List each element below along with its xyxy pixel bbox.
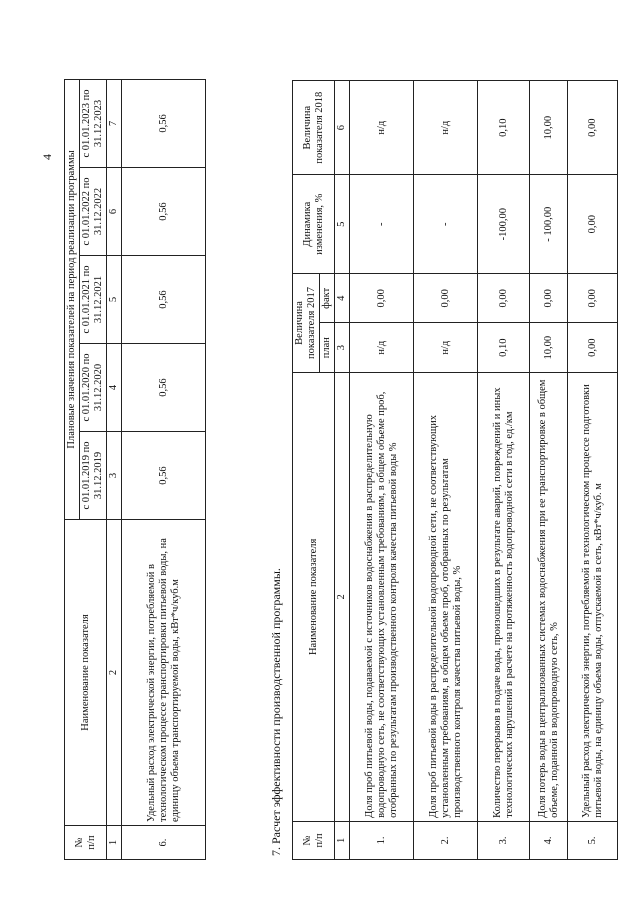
t1-row-value: 0,56 <box>122 168 206 256</box>
t1-period-header: с 01.01.2020 по 31.12.2020 <box>80 344 107 432</box>
t2-row-dynamics: - <box>414 175 478 274</box>
rotated-content <box>64 60 604 860</box>
t2-index-cell: 4 <box>335 274 350 323</box>
t2-row-num: 1. <box>350 821 414 859</box>
t1-plan-header: Плановые значения показателей на период реализации программы <box>65 79 80 519</box>
t1-row-num: 6. <box>122 826 206 860</box>
t2-row-value2018: 0,00 <box>568 81 618 175</box>
t2-row-num: 3. <box>478 821 530 859</box>
t2-row-name: Удельный расход электрической энергии, потребляемой в технологическом процессе подготовки питьевой воды, на единицу объема воды, отпускаемой в сеть, кВт*ч/куб. м <box>568 372 618 821</box>
t1-index-cell: 6 <box>107 168 122 256</box>
t1-index-cell: 2 <box>107 520 122 826</box>
t2-num-header: № п/п <box>293 821 335 859</box>
t2-row-name: Количество перерывов в подаче воды, произошедших в результате аварий, повреждений и иных технологических нарушений в расчете на протяженность водопроводной сети в год, ед./км <box>478 372 530 821</box>
t2-index-cell: 1 <box>335 821 350 859</box>
t2-index-cell: 5 <box>335 175 350 274</box>
t1-row-name: Удельный расход электрической энергии, потребляемой в технологическом процессе транспортировки питьевой воды, на единицу объема транспортируемой воды, кВт*ч/куб.м <box>122 520 206 826</box>
t2-row-fact: 0,00 <box>568 274 618 323</box>
t2-row-value2018: 10,00 <box>530 81 568 175</box>
table-row <box>530 81 568 860</box>
t2-row-fact: 0,00 <box>530 274 568 323</box>
page-number: 4 <box>40 154 54 160</box>
t2-dynamics-header: Динамика изменения, % <box>293 175 335 274</box>
t2-fact-header: факт <box>320 274 335 323</box>
t2-row-dynamics: - 100,00 <box>530 175 568 274</box>
t2-row-fact: 0,00 <box>414 274 478 323</box>
t1-row-value: 0,56 <box>122 256 206 344</box>
t2-index-cell: 6 <box>335 81 350 175</box>
t2-row-name: Доля проб питьевой воды в распределительной водопроводной сети, не соответствующих установленным требованиям, в общем объеме проб, отобранных по результатам производственного контроля качества питьевой воды, % <box>414 372 478 821</box>
t2-plan-header: план <box>320 323 335 372</box>
t2-row-dynamics: - <box>350 175 414 274</box>
t2-row-fact: 0,00 <box>478 274 530 323</box>
efficiency-table <box>292 80 618 860</box>
t2-value2017-header: Величина показателя 2017 <box>293 274 320 373</box>
t2-name-header: Наименование показателя <box>293 372 335 821</box>
t2-row-num: 2. <box>414 821 478 859</box>
t1-index-cell: 4 <box>107 344 122 432</box>
t1-period-header: с 01.01.2023 по 31.12.2023 <box>80 79 107 167</box>
t2-row-plan: 10,00 <box>530 323 568 372</box>
t2-row-plan: 0,10 <box>478 323 530 372</box>
t1-period-header: с 01.01.2019 по 31.12.2019 <box>80 432 107 520</box>
t1-row-value: 0,56 <box>122 79 206 167</box>
t1-index-cell: 1 <box>107 826 122 860</box>
t2-row-dynamics: 0,00 <box>568 175 618 274</box>
table-row <box>568 81 618 860</box>
t1-period-header: с 01.01.2022 по 31.12.2022 <box>80 168 107 256</box>
table-row <box>414 81 478 860</box>
t2-row-dynamics: -100,00 <box>478 175 530 274</box>
t1-index-cell: 7 <box>107 79 122 167</box>
t1-row-value: 0,56 <box>122 344 206 432</box>
table-row <box>478 81 530 860</box>
table-row <box>122 79 206 859</box>
section-title: 7. Расчет эффективности производственной программы. <box>269 568 283 856</box>
t2-row-value2018: 0,10 <box>478 81 530 175</box>
t2-row-num: 5. <box>568 821 618 859</box>
t2-row-plan: н/д <box>350 323 414 372</box>
t1-num-header: № п/п <box>65 826 107 860</box>
t2-row-plan: н/д <box>414 323 478 372</box>
t2-row-value2018: н/д <box>350 81 414 175</box>
table-row <box>350 81 414 860</box>
t1-name-header: Наименование показателя <box>65 520 107 826</box>
t1-row-value: 0,56 <box>122 432 206 520</box>
t2-row-name: Доля потерь воды в централизованных системах водоснабжения при ее транспортировке в общем объеме, поданной в водопроводную сеть, % <box>530 372 568 821</box>
t2-row-plan: 0,00 <box>568 323 618 372</box>
t2-row-num: 4. <box>530 821 568 859</box>
t2-row-value2018: н/д <box>414 81 478 175</box>
t2-row-name: Доля проб питьевой воды, подаваемой с источников водоснабжения в распределительную водопроводную сеть, не соответствующих установленным требованиям, в общем объеме проб, отобранных по результатам производственного контроля качества питьевой воды % <box>350 372 414 821</box>
t2-value2018-header: Величина показателя 2018 <box>293 81 335 175</box>
t1-index-cell: 5 <box>107 256 122 344</box>
t1-period-header: с 01.01.2021 по 31.12.2021 <box>80 256 107 344</box>
t2-row-fact: 0,00 <box>350 274 414 323</box>
t2-index-cell: 3 <box>335 323 350 372</box>
plan-values-table <box>64 79 206 860</box>
t2-index-cell: 2 <box>335 372 350 821</box>
t1-index-cell: 3 <box>107 432 122 520</box>
